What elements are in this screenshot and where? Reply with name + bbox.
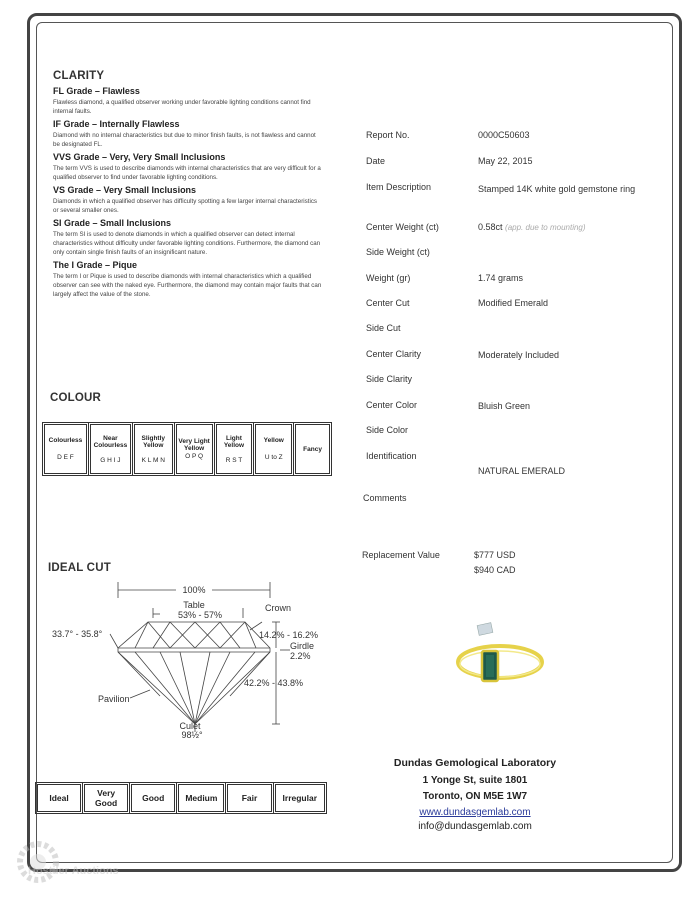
cut-girdle-pct: 2.2% — [290, 651, 311, 661]
colour-name: Fancy — [303, 445, 322, 453]
ring-photo — [440, 618, 550, 696]
report-value: May 22, 2015 — [478, 156, 533, 166]
grade-description: Flawless diamond, a qualified observer working under favorable lighting conditions cannot find internal faults. — [53, 99, 311, 115]
cut-table-range: 53% - 57% — [177, 610, 223, 620]
report-label: Side Color — [366, 425, 409, 435]
report-value: 0000C50603 — [478, 130, 530, 140]
report-value: 0.58ct — [478, 222, 503, 232]
report-label: Center Weight (ct) — [366, 222, 439, 232]
cut-grade-label: Irregular — [275, 784, 325, 812]
colour-name: Near Colourless — [93, 434, 128, 449]
cut-grade-label: Very Good — [84, 784, 128, 812]
cut-grade-label: Good — [131, 784, 175, 812]
lab-info — [360, 757, 590, 832]
report-label: Center Cut — [366, 298, 410, 308]
clarity-grade-vs — [53, 185, 323, 215]
report-value: Moderately Included — [478, 350, 560, 360]
colour-scale-table — [42, 422, 332, 476]
report-label: Weight (gr) — [366, 273, 411, 283]
ideal-cut-title: IDEAL CUT — [48, 562, 111, 574]
cut-grade-cell — [273, 783, 326, 814]
cut-grade-label: Fair — [227, 784, 271, 812]
grade-heading: IF Grade – Internally Flawless — [53, 119, 180, 129]
colour-grades: R S T — [225, 456, 243, 464]
report-label: Report No. — [366, 130, 410, 140]
grade-description: The term SI is used to denote diamonds in which a qualified observer can detect internal characteristics without difficulty under favorable lighting conditions. Furthermore, the diamond can only contain single finish faults of an insignificant nature. — [53, 231, 321, 256]
grade-heading: The I Grade – Pique — [53, 260, 138, 270]
cut-table-label: Table — [183, 600, 205, 610]
colour-grades: U to Z — [264, 454, 283, 461]
colour-name: Slightly Yellow — [141, 434, 166, 449]
diamond-cut-diagram — [40, 578, 340, 748]
report-label: Center Color — [366, 400, 418, 410]
colour-cell — [132, 423, 174, 476]
colour-name: Yellow — [263, 437, 284, 444]
report-value: NATURAL EMERALD — [478, 466, 566, 476]
colour-grades: K L M N — [141, 456, 165, 464]
report-label: Date — [366, 156, 386, 166]
colour-cell — [214, 423, 254, 476]
colour-name: Colourless — [48, 437, 83, 444]
lab-address-line2: Toronto, ON M5E 1W7 — [422, 791, 528, 802]
report-label: Side Clarity — [366, 374, 413, 384]
clarity-grade-if — [53, 119, 323, 149]
lab-website-link[interactable]: www.dundasgemlab.com — [419, 807, 531, 818]
grade-description: Diamond with no internal characteristics but due to minor finish faults, is not flawless and cannot be designated FL. — [53, 132, 316, 148]
cut-grade-cell — [130, 783, 177, 814]
colour-grades: O P Q — [185, 453, 204, 460]
clarity-grade-si — [53, 218, 323, 257]
report-note: (app. due to mounting) — [505, 223, 586, 232]
watermark-text: Hostiler Auctions — [28, 865, 119, 877]
colour-cell — [174, 423, 214, 476]
cut-grade-cell — [226, 783, 273, 814]
cut-grade-table — [35, 782, 327, 814]
replacement-usd: $777 USD — [474, 550, 516, 560]
grade-heading: VVS Grade – Very, Very Small Inclusions — [53, 152, 226, 162]
grade-description: Diamonds in which a qualified observer has difficulty spotting a few larger internal characteristics or several smaller ones. — [53, 198, 318, 214]
cut-crown-height: 14.2% - 16.2% — [259, 630, 319, 640]
cut-grade-cell — [36, 783, 83, 814]
grade-description: The term VVS is used to describe diamonds with internal characteristics that are very difficult for a qualified observer to find under favorable lighting conditions. — [53, 165, 321, 181]
clarity-grade-vvs — [53, 152, 323, 182]
grade-heading: VS Grade – Very Small Inclusions — [53, 185, 197, 195]
report-label: Item Description — [366, 182, 432, 192]
cut-width-label: 100% — [182, 585, 206, 595]
report-value: 1.74 grams — [478, 273, 524, 283]
cut-culet-label: Culet — [179, 721, 201, 731]
lab-email: info@dundasgemlab.com — [418, 821, 532, 832]
report-label: Comments — [363, 493, 407, 503]
grade-description: The term I or Pique is used to describe diamonds with internal characteristics which a qualified observer can see with the naked eye. Furthermore, the diamond may contain major faults that can largely affect the value of the stone. — [53, 273, 322, 298]
clarity-grades-list — [53, 86, 323, 299]
report-value-with-note — [478, 222, 586, 232]
report-label: Identification — [366, 451, 417, 461]
cut-girdle-label: Girdle — [290, 641, 315, 651]
lab-name: Dundas Gemological Laboratory — [393, 757, 557, 769]
report-label: Center Clarity — [366, 349, 422, 359]
colour-title: COLOUR — [50, 392, 102, 404]
colour-cell — [88, 423, 132, 476]
cut-culet-pct: 98½° — [181, 730, 203, 740]
colour-name: Very Light Yellow — [178, 438, 210, 452]
report-label: Side Weight (ct) — [366, 247, 430, 257]
cut-grade-label: Medium — [178, 784, 224, 812]
report-value: Stamped 14K white gold gemstone ring — [478, 184, 636, 194]
lab-address-line1: 1 Yonge St, suite 1801 — [422, 775, 528, 786]
cut-crown-angle: 33.7° - 35.8° — [52, 629, 103, 639]
grade-heading: FL Grade – Flawless — [53, 86, 140, 96]
report-label: Side Cut — [366, 323, 401, 333]
cut-crown-label: Crown — [265, 603, 292, 613]
grade-heading: SI Grade – Small Inclusions — [53, 218, 172, 228]
clarity-grade-i — [53, 260, 323, 299]
colour-grades: D E F — [57, 454, 74, 461]
colour-cell — [43, 423, 89, 476]
report-value: Modified Emerald — [478, 298, 549, 308]
clarity-grade-fl — [53, 86, 323, 116]
replacement-label: Replacement Value — [362, 550, 440, 560]
colour-cell — [254, 423, 294, 476]
cut-grade-cell — [177, 783, 226, 814]
colour-cell — [294, 423, 332, 476]
cut-pavilion-depth: 42.2% - 43.8% — [244, 678, 304, 688]
colour-name: Light Yellow — [223, 434, 245, 449]
clarity-title: CLARITY — [53, 70, 105, 82]
replacement-cad: $940 CAD — [474, 565, 516, 575]
colour-grades: G H I J — [100, 456, 121, 464]
report-value: Bluish Green — [478, 401, 531, 411]
cut-pavilion-label: Pavilion — [98, 694, 130, 704]
cut-grade-cell — [83, 783, 130, 814]
cut-grade-label: Ideal — [37, 784, 81, 812]
auction-watermark-logo — [8, 836, 119, 892]
